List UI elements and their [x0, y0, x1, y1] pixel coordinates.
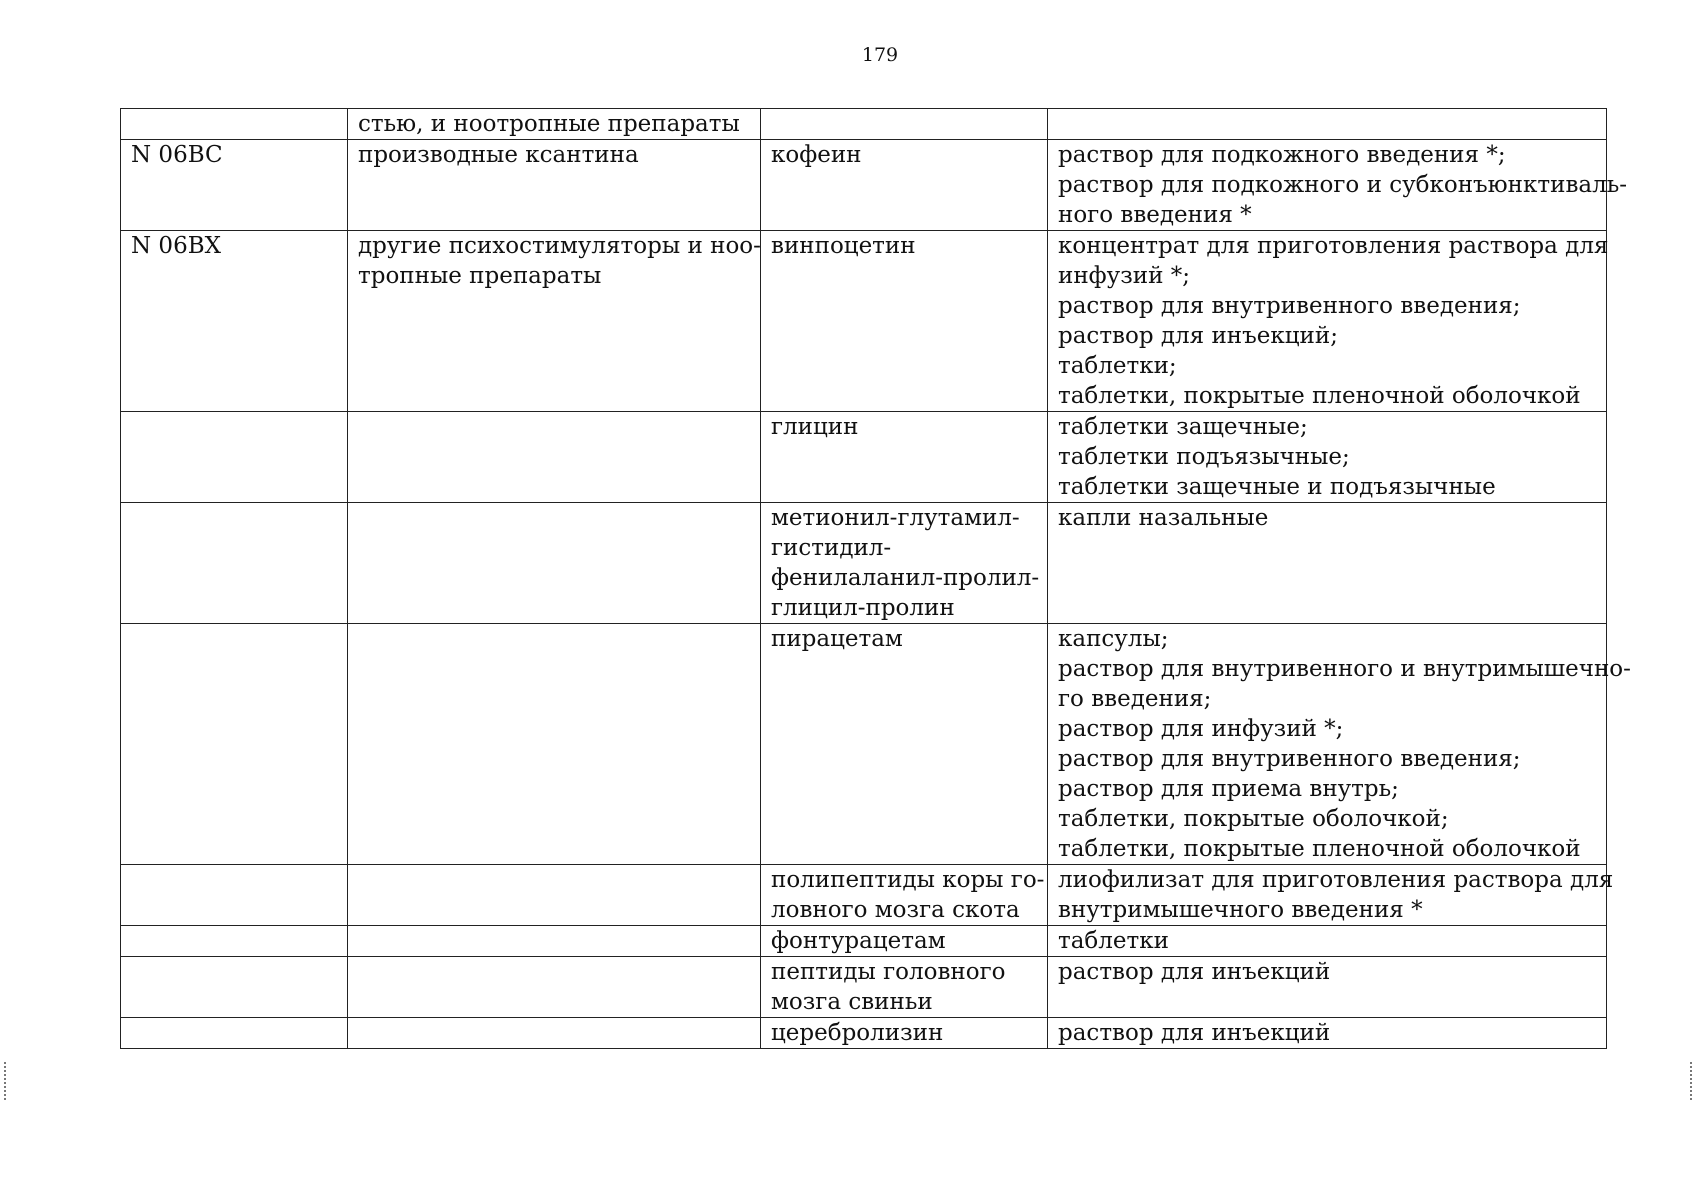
cell-forms — [1048, 624, 1631, 865]
cell-forms — [1048, 231, 1607, 412]
cell-group — [348, 412, 761, 503]
drug-table — [120, 108, 1631, 1049]
cell-forms — [1048, 412, 1607, 503]
cell-group — [348, 957, 761, 1018]
cell-code — [121, 231, 348, 412]
group-text: производные ксантина — [358, 142, 639, 168]
cell-code — [121, 957, 348, 1018]
cell-forms — [1048, 865, 1614, 926]
drug-text: фенилаланил-пролил- — [771, 565, 1040, 591]
cell-code — [121, 503, 348, 624]
cell-forms — [1048, 140, 1628, 231]
cell-drug — [761, 231, 1048, 412]
forms-text: таблетки защечные; — [1058, 414, 1308, 440]
drug-text: глицил-пролин — [771, 595, 955, 621]
drug-text: мозга свиньи — [771, 989, 933, 1015]
cell-drug — [761, 109, 1048, 140]
forms-text: капсулы; — [1058, 626, 1169, 652]
cell-group — [348, 865, 761, 926]
cell-forms — [1048, 503, 1607, 624]
code-text: N 06BX — [131, 233, 221, 259]
group-text: другие психостимуляторы и ноо- — [358, 233, 761, 259]
forms-text: раствор для приема внутрь; — [1058, 776, 1399, 802]
drug-text: винпоцетин — [771, 233, 916, 259]
cell-drug — [761, 926, 1048, 957]
cell-drug — [761, 140, 1048, 231]
forms-text: внутримышечного введения * — [1058, 897, 1423, 923]
cell-code — [121, 412, 348, 503]
forms-text: раствор для внутривенного введения; — [1058, 293, 1521, 319]
cell-group — [348, 926, 761, 957]
table-row — [121, 503, 1607, 624]
table-row — [121, 926, 1607, 957]
forms-text: инфузий *; — [1058, 263, 1190, 289]
forms-text: раствор для инъекций; — [1058, 323, 1338, 349]
cell-group — [348, 140, 761, 231]
group-text: тропные препараты — [358, 263, 602, 289]
group-text: стью, и ноотропные препараты — [358, 111, 740, 137]
drug-text: кофеин — [771, 142, 862, 168]
forms-text: таблетки защечные и подъязычные — [1058, 474, 1496, 500]
cell-drug — [761, 624, 1048, 865]
drug-text: гистидил- — [771, 535, 892, 561]
table-row — [121, 865, 1607, 926]
cell-code — [121, 109, 348, 140]
forms-text: раствор для подкожного и субконъюнктиваль- — [1058, 172, 1628, 198]
drug-text: пирацетам — [771, 626, 903, 652]
scan-edge-mark-right — [1690, 1062, 1695, 1100]
cell-forms — [1048, 957, 1607, 1018]
forms-text: таблетки, покрытые пленочной оболочкой — [1058, 836, 1581, 862]
table-row — [121, 957, 1607, 1018]
drug-text: метионил-глутамил- — [771, 505, 1020, 531]
page-number: 179 — [861, 44, 899, 66]
table-row — [121, 624, 1607, 865]
cell-drug — [761, 412, 1048, 503]
cell-group — [348, 109, 761, 140]
cell-code — [121, 1018, 348, 1049]
forms-text: таблетки; — [1058, 353, 1177, 379]
drug-text: фонтурацетам — [771, 928, 946, 954]
forms-text: раствор для подкожного введения *; — [1058, 142, 1506, 168]
forms-text: раствор для внутривенного и внутримышечно- — [1058, 656, 1631, 682]
forms-text: таблетки, покрытые оболочкой; — [1058, 806, 1449, 832]
forms-text: раствор для внутривенного введения; — [1058, 746, 1521, 772]
table-row — [121, 412, 1607, 503]
code-text: N 06BC — [131, 142, 223, 168]
cell-group — [348, 624, 761, 865]
cell-drug — [761, 1018, 1048, 1049]
cell-forms — [1048, 109, 1607, 140]
cell-code — [121, 140, 348, 231]
cell-group — [348, 231, 761, 412]
cell-code — [121, 624, 348, 865]
cell-forms — [1048, 926, 1607, 957]
table-row — [121, 231, 1607, 412]
drug-text: полипептиды коры го- — [771, 867, 1045, 893]
table-row — [121, 109, 1607, 140]
forms-text: ного введения * — [1058, 202, 1252, 228]
forms-text: лиофилизат для приготовления раствора для — [1058, 867, 1614, 893]
cell-group — [348, 503, 761, 624]
cell-code — [121, 926, 348, 957]
drug-text: ловного мозга скота — [771, 897, 1020, 923]
cell-group — [348, 1018, 761, 1049]
table-row — [121, 140, 1607, 231]
forms-text: раствор для инфузий *; — [1058, 716, 1344, 742]
cell-code — [121, 865, 348, 926]
forms-text: го введения; — [1058, 686, 1212, 712]
forms-text: таблетки — [1058, 928, 1169, 954]
forms-text: раствор для инъекций — [1058, 1020, 1331, 1046]
forms-text: концентрат для приготовления раствора для — [1058, 233, 1609, 259]
scan-edge-mark-left — [4, 1062, 9, 1100]
drug-text: глицин — [771, 414, 859, 440]
forms-text: раствор для инъекций — [1058, 959, 1331, 985]
cell-drug — [761, 503, 1048, 624]
table-row — [121, 1018, 1607, 1049]
cell-drug — [761, 865, 1048, 926]
forms-text: таблетки подъязычные; — [1058, 444, 1350, 470]
forms-text: капли назальные — [1058, 505, 1269, 531]
drug-text: церебролизин — [771, 1020, 944, 1046]
forms-text: таблетки, покрытые пленочной оболочкой — [1058, 383, 1581, 409]
drug-text: пептиды головного — [771, 959, 1006, 985]
cell-drug — [761, 957, 1048, 1018]
cell-forms — [1048, 1018, 1607, 1049]
